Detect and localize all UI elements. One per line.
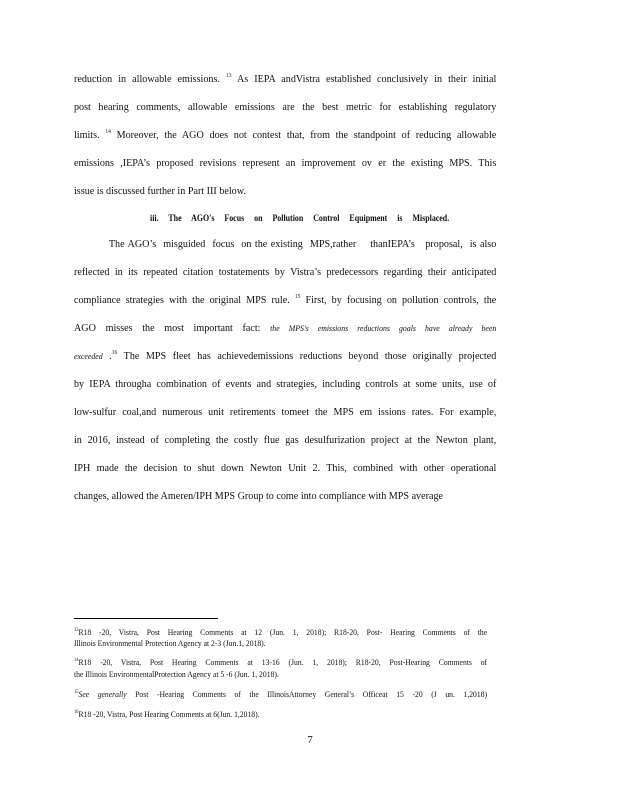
body-line: low-sulfur coal,and numerous unit retirements tomeet the MPS em issions rates. For example, <box>74 406 497 418</box>
body-line: changes, allowed the Ameren/IPH MPS Group to come into compliance with MPS average <box>74 490 444 502</box>
body-line: by IEPA througha combination of events and strategies, including controls at some units, use of <box>74 378 497 390</box>
body-line: AGO misses the most important fact: the MPS's emissions reductions goals have already been <box>74 322 497 334</box>
body-line: emissions ,IEPA’s proposed revisions represent an improvement ov er the existing MPS. This <box>74 157 497 169</box>
body-line: reduction in allowable emissions. $^{13}$ As IEPA andVistra established conclusively in their initial <box>74 73 497 85</box>
body-line: exceeded .$^{16}$ The MPS fleet has achievedemissions reductions beyond those originally projected <box>74 350 497 362</box>
footnote: the Illinois EnvironmentalProtection Agency at 5 -6 (Jun. 1, 2018). <box>74 669 279 679</box>
body-line: limits. $^{14}$ Moreover, the AGO does not contest that, from the standpoint of reducing allowable <box>74 129 497 141</box>
emphasis: exceeded <box>74 351 103 361</box>
body-line: The AGO’s misguided focus on the existing MPS,rather thanIEPA’s proposal, is also <box>74 238 497 250</box>
footnote: $^{13}$R18 -20, Vistra, Post Hearing Comments at 12 (Jun. 1, 2018); R18-20, Post- Hearing Comments of the <box>74 627 488 637</box>
body-line: compliance strategies with the original MPS rule. $^{15}$ First, by focusing on pollution controls, the <box>74 294 497 306</box>
footnote-ref: 16 <box>111 350 118 356</box>
footnote-ref: 14 <box>105 129 111 135</box>
body-line: issue is discussed further in Part III below. <box>74 185 246 197</box>
footnote: Illinois Environmental Protection Agency at 2-3 (Jun.1, 2018). <box>74 638 266 648</box>
footnote-ref: 13 <box>225 73 232 79</box>
emphasis: the MPS's emissions reductions goals have already been <box>270 323 497 333</box>
body-line: post hearing comments, allowable emissions are the best metric for establishing regulatory <box>74 101 497 113</box>
page-number: 7 <box>307 734 313 746</box>
footnote-ref: 15 <box>294 294 301 300</box>
footnote: $^{15}$See generally Post -Hearing Comments of the IllinoisAttorney General’s Officeat 15 -20 (J un. 1,2018) <box>74 689 488 699</box>
footnote-divider <box>74 618 218 619</box>
body-line: in 2016, instead of completing the costly flue gas desulfurization project at the Newton plant, <box>74 434 497 446</box>
body-line: reflected in its repeated citation tostatements by Vistra’s predecessors regarding their anticipated <box>74 266 497 278</box>
footnote: $^{14}$R18 -20, Vistra, Post Hearing Comments at 13-16 (Jun. 1, 2018); R18-20, Post-Hearing Comments of <box>74 657 488 667</box>
section-heading: iii. The AGO's Focus on Pollution Control Equipment is Misplaced. <box>150 213 450 223</box>
footnote: $^{16}$R18 -20, Vistra, Post Hearing Comments at 6(Jun. 1,2018). <box>74 709 260 719</box>
body-line: IPH made the decision to shut down Newton Unit 2. This, combined with other operational <box>74 462 497 474</box>
